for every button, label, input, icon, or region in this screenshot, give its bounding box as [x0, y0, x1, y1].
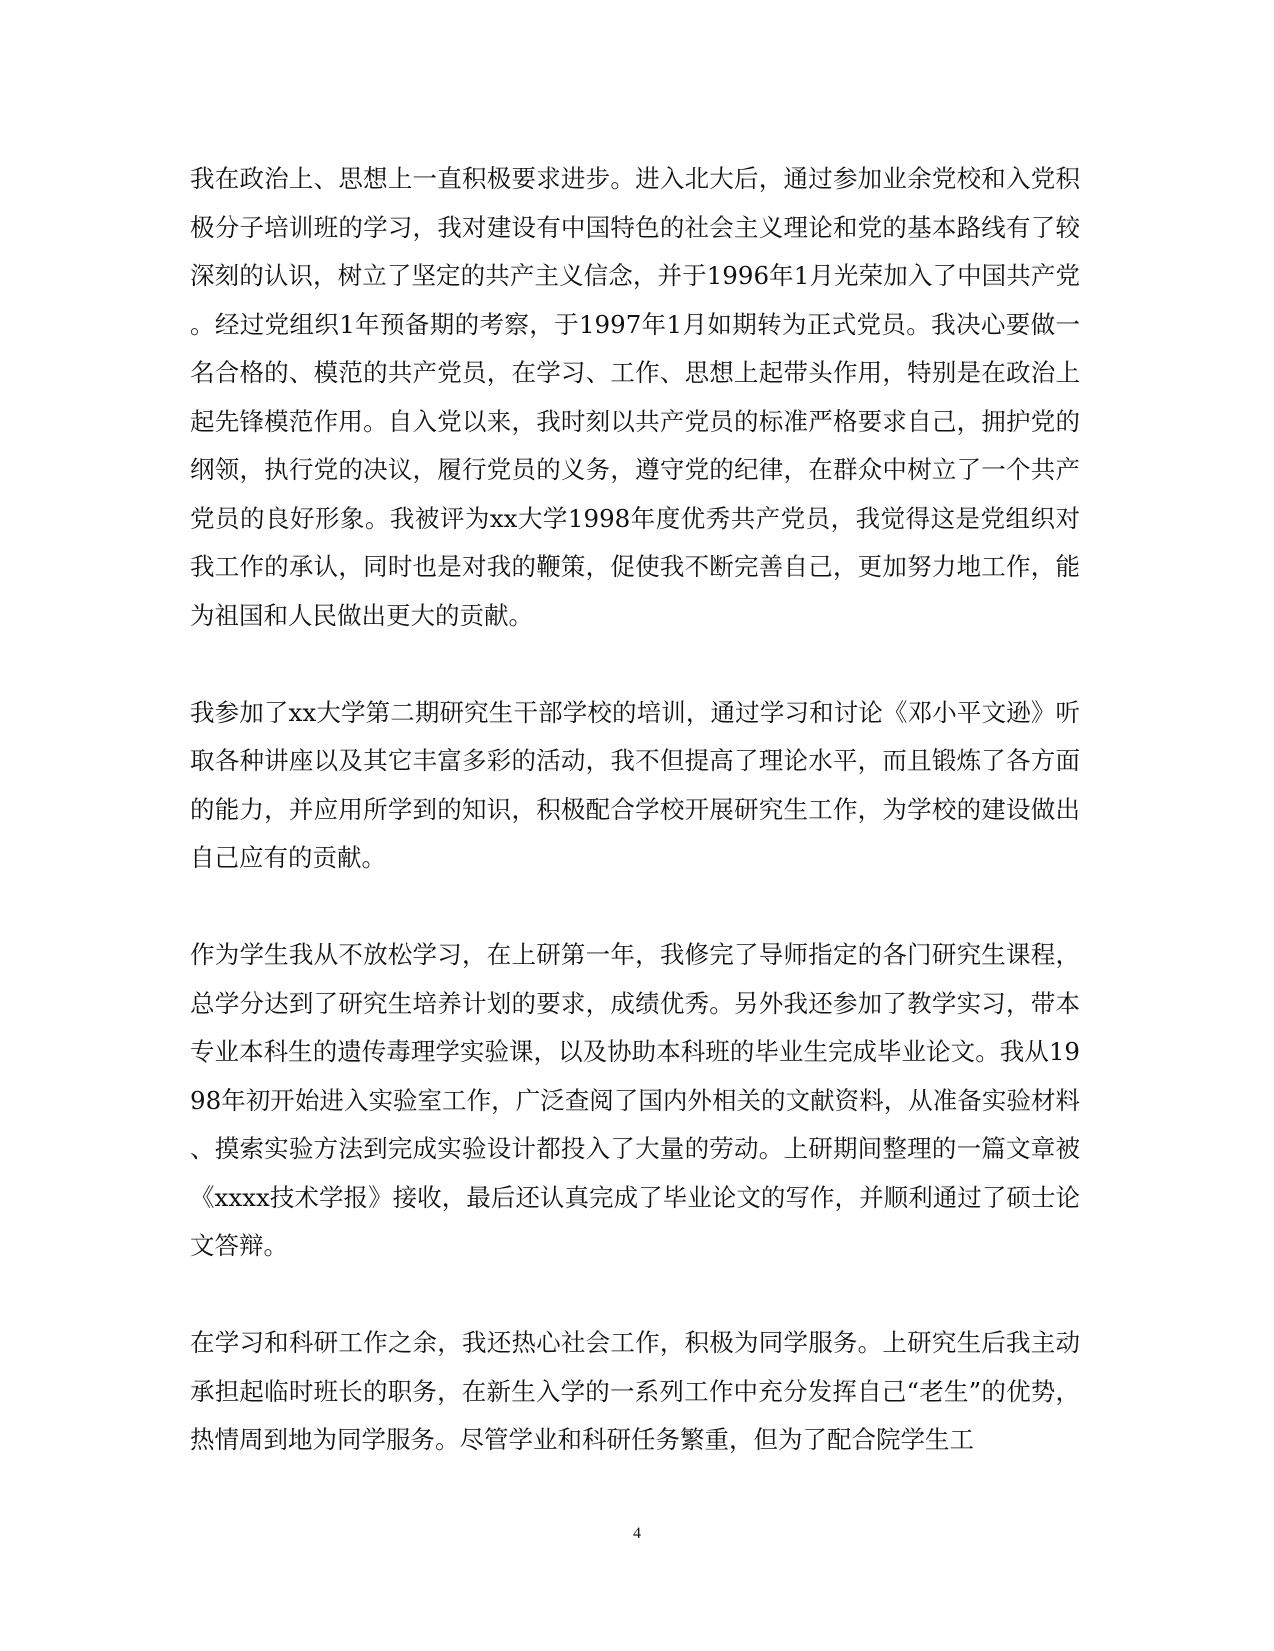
paragraph-party-membership: 我在政治上、思想上一直积极要求进步。进入北大后，通过参加业余党校和入党积极分子培训班的学习，我对建设有中国特色的社会主义理论和党的基本路线有了较深刻的认识，树立了坚定的共产主义信念，并于1996年1月光荣加入了中国共产党。经过党组织1年预备期的考察，于1997年1月如期转为正式党员。我决心要做一名合格的、模范的共产党员，在学习、工作、思想上起带头作用，特别是在政治上起先锋模范作用。自入党以来，我时刻以共产党员的标准严格要求自己，拥护党的纲领，执行党的决议，履行党员的义务，遵守党的纪律，在群众中树立了一个共产党员的良好形象。我被评为xx大学1998年度优秀共产党员，我觉得这是党组织对我工作的承认，同时也是对我的鞭策，促使我不断完善自己，更加努力地工作，能为祖国和人民做出更大的贡献。	[190, 164, 1080, 630]
paragraph-study-research: 作为学生我从不放松学习，在上研第一年，我修完了导师指定的各门研究生课程，总学分达到了研究生培养计划的要求，成绩优秀。另外我还参加了教学实习，带本专业本科生的遗传毒理学实验课，以及协助本科班的毕业生完成毕业论文。我从1998年初开始进入实验室工作，广泛查阅了国内外相关的文献资料，从准备实验材料、摸索实验方法到完成实验设计都投入了大量的劳动。上研期间整理的一篇文章被《xxxx技术学报》接收，最后还认真完成了毕业论文的写作，并顺利通过了硕士论文答辩。	[190, 940, 1080, 1260]
page-number: 4	[633, 1525, 641, 1542]
document-body	[190, 155, 1080, 1513]
paragraph-social-work: 在学习和科研工作之余，我还热心社会工作，积极为同学服务。上研究生后我主动承担起临时班长的职务，在新生入学的一系列工作中充分发挥自己“老生”的优势，热情周到地为同学服务。尽管学业和科研任务繁重，但为了配合院学生工	[190, 1328, 1080, 1454]
paragraph-cadre-training: 我参加了xx大学第二期研究生干部学校的培训，通过学习和讨论《邓小平文逊》听取各种讲座以及其它丰富多彩的活动，我不但提高了理论水平，而且锻炼了各方面的能力，并应用所学到的知识，积极配合学校开展研究生工作，为学校的建设做出自己应有的贡献。	[190, 697, 1080, 872]
